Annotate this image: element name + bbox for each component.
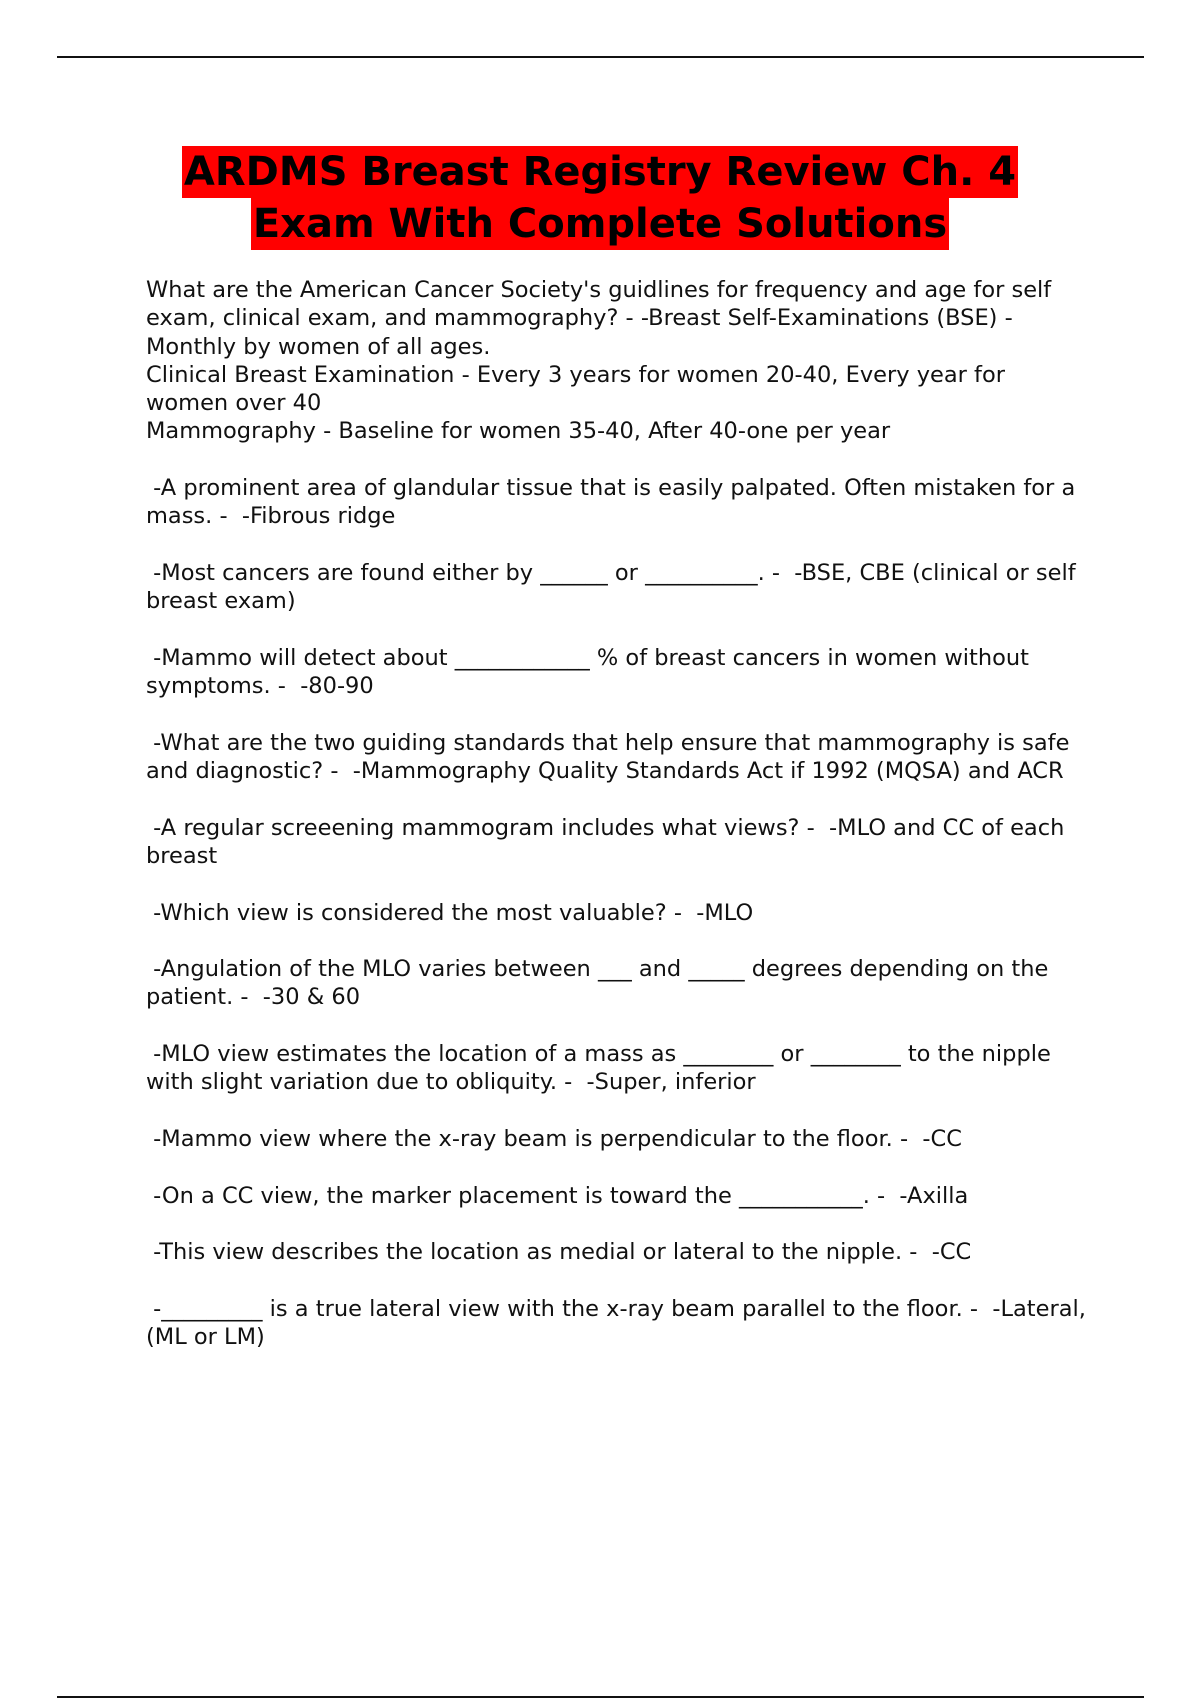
qa-item: -A regular screeening mammogram includes what views? - -MLO and CC of each breast xyxy=(146,814,1072,869)
qa-item: -Most cancers are found either by ______ or __________. - -BSE, CBE (clinical or self breast exam) xyxy=(146,559,1083,615)
qa-item: -MLO view estimates the location of a mass as ________ or ________ to the nipple with slight variation due to obliquity. - -Super, inferior xyxy=(146,1041,1058,1096)
title-line-2: Exam With Complete Solutions xyxy=(251,198,949,250)
bottom-rule xyxy=(57,1696,1144,1698)
qa-item: -Which view is considered the most valuable? - -MLO xyxy=(146,899,754,926)
qa-item: -_________ is a true lateral view with the x-ray beam parallel to the floor. - -Lateral, (ML or LM) xyxy=(146,1295,1094,1350)
qa-item: -Mammo view where the x-ray beam is perpendicular to the floor. - -CC xyxy=(146,1125,962,1152)
qa-item: -A prominent area of glandular tissue that is easily palpated. Often mistaken for a mass. - -Fibrous ridge xyxy=(146,475,1083,530)
title-line-1: ARDMS Breast Registry Review Ch. 4 xyxy=(182,146,1018,198)
qa-item: What are the American Cancer Society's guidlines for frequency and age for self exam, clinical exam, and mammography? - -Breast Self-Examinations (BSE) - Monthly by women of all ages. Clinical Breast Examination - Every 3 years for women 20-40, Every year for women over 40 Mammography - Baseline for women 35-40, After 40-one per year xyxy=(146,277,1052,445)
qa-list xyxy=(146,276,1092,1380)
qa-item: -Mammo will detect about ____________ % of breast cancers in women without symptoms. - -80-90 xyxy=(146,644,1037,700)
qa-item: -What are the two guiding standards that help ensure that mammography is safe and diagnostic? - -Mammography Quality Standards Act if 1992 (MQSA) and ACR xyxy=(146,729,1077,785)
qa-item: -On a CC view, the marker placement is toward the ___________. - -Axilla xyxy=(146,1182,969,1209)
qa-item: -Angulation of the MLO varies between ___ and _____ degrees depending on the patient. - -30 & 60 xyxy=(146,956,1056,1011)
qa-item: -This view describes the location as medial or lateral to the nipple. - -CC xyxy=(146,1239,972,1266)
document-title xyxy=(100,146,1100,250)
top-rule xyxy=(57,56,1144,58)
